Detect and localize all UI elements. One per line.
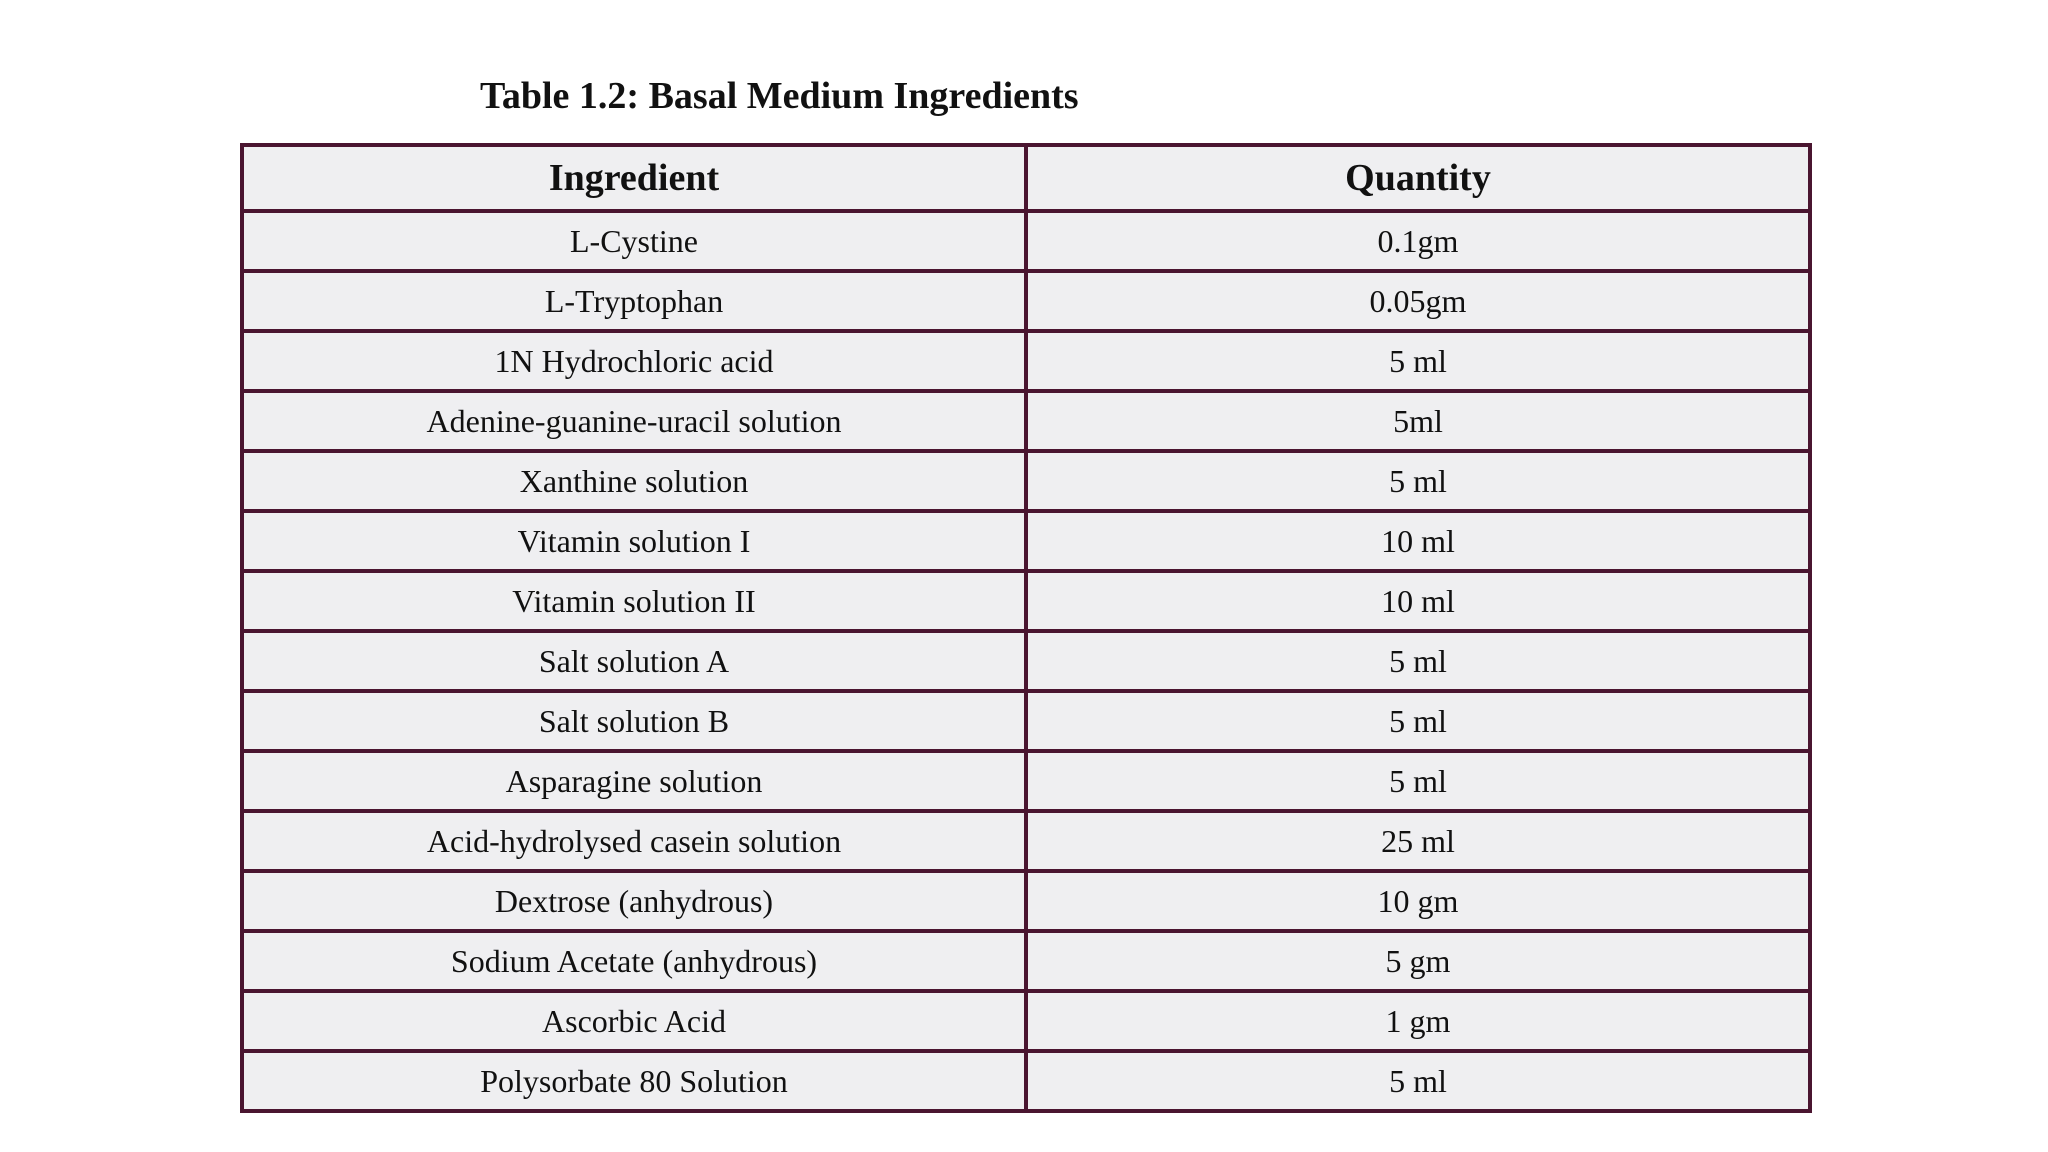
ingredient-cell: Vitamin solution II xyxy=(242,571,1026,631)
table-row xyxy=(242,331,1810,391)
table-container xyxy=(240,143,1812,1113)
ingredient-cell: Sodium Acetate (anhydrous) xyxy=(242,931,1026,991)
header-quantity: Quantity xyxy=(1026,145,1810,211)
quantity-cell: 5 ml xyxy=(1026,751,1810,811)
quantity-cell: 5ml xyxy=(1026,391,1810,451)
quantity-cell: 5 ml xyxy=(1026,451,1810,511)
table-row xyxy=(242,751,1810,811)
quantity-cell: 1 gm xyxy=(1026,991,1810,1051)
quantity-cell: 5 ml xyxy=(1026,1051,1810,1111)
table-title: Table 1.2: Basal Medium Ingredients xyxy=(480,75,1079,117)
table-row xyxy=(242,571,1810,631)
quantity-cell: 0.05gm xyxy=(1026,271,1810,331)
ingredient-cell: L-Cystine xyxy=(242,211,1026,271)
table-row xyxy=(242,271,1810,331)
quantity-cell: 0.1gm xyxy=(1026,211,1810,271)
table-row xyxy=(242,451,1810,511)
ingredient-cell: Asparagine solution xyxy=(242,751,1026,811)
ingredient-cell: Adenine-guanine-uracil solution xyxy=(242,391,1026,451)
table-row xyxy=(242,691,1810,751)
ingredient-cell: Ascorbic Acid xyxy=(242,991,1026,1051)
quantity-cell: 10 gm xyxy=(1026,871,1810,931)
ingredient-cell: Salt solution B xyxy=(242,691,1026,751)
ingredient-cell: 1N Hydrochloric acid xyxy=(242,331,1026,391)
quantity-cell: 5 ml xyxy=(1026,691,1810,751)
quantity-cell: 5 gm xyxy=(1026,931,1810,991)
header-ingredient: Ingredient xyxy=(242,145,1026,211)
quantity-cell: 10 ml xyxy=(1026,511,1810,571)
table-row xyxy=(242,931,1810,991)
table-row xyxy=(242,811,1810,871)
quantity-cell: 5 ml xyxy=(1026,631,1810,691)
table-header-row xyxy=(242,145,1810,211)
table-row xyxy=(242,211,1810,271)
ingredient-cell: Dextrose (anhydrous) xyxy=(242,871,1026,931)
ingredient-cell: Polysorbate 80 Solution xyxy=(242,1051,1026,1111)
table-row xyxy=(242,871,1810,931)
ingredient-cell: Xanthine solution xyxy=(242,451,1026,511)
ingredient-cell: L-Tryptophan xyxy=(242,271,1026,331)
table-row xyxy=(242,631,1810,691)
table-row xyxy=(242,391,1810,451)
table-row xyxy=(242,991,1810,1051)
quantity-cell: 5 ml xyxy=(1026,331,1810,391)
quantity-cell: 10 ml xyxy=(1026,571,1810,631)
table-row xyxy=(242,1051,1810,1111)
quantity-cell: 25 ml xyxy=(1026,811,1810,871)
table-row xyxy=(242,511,1810,571)
ingredients-table xyxy=(240,143,1812,1113)
ingredient-cell: Salt solution A xyxy=(242,631,1026,691)
ingredient-cell: Acid-hydrolysed casein solution xyxy=(242,811,1026,871)
ingredient-cell: Vitamin solution I xyxy=(242,511,1026,571)
